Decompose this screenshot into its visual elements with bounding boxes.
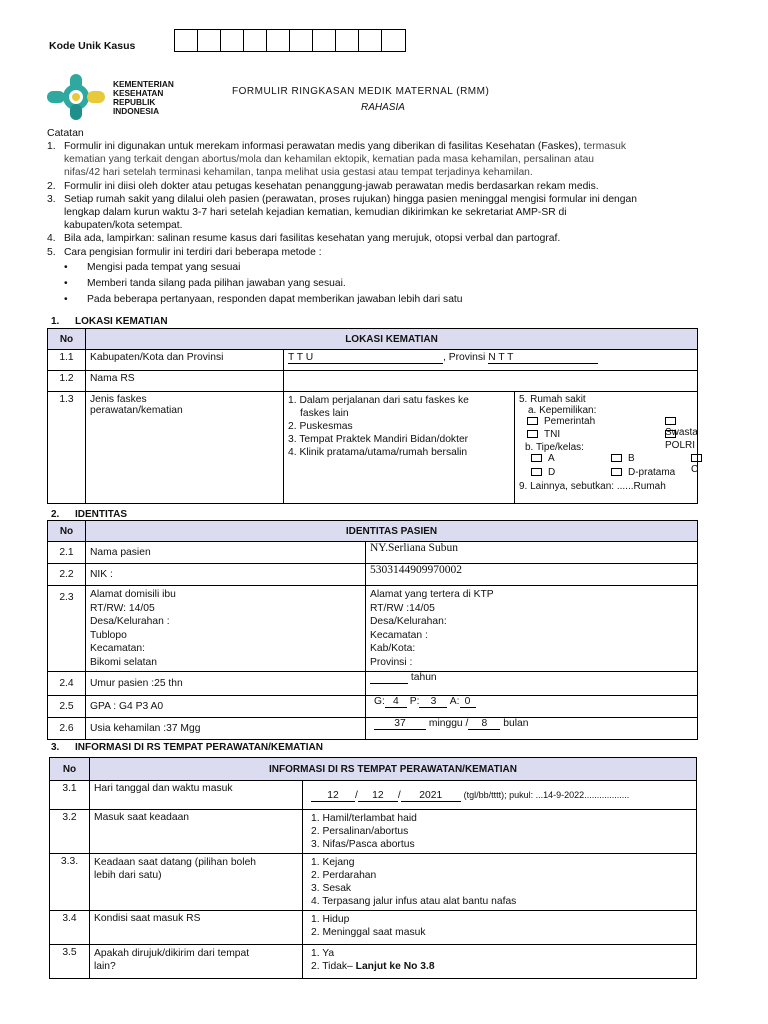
note-number: 3. bbox=[47, 194, 56, 205]
table-row bbox=[48, 696, 698, 718]
field-line: Desa/Kelurahan : bbox=[90, 616, 170, 627]
row-label bbox=[90, 854, 303, 911]
row-number: 2.1 bbox=[48, 542, 86, 564]
field-line: Kab/Kota: bbox=[370, 643, 416, 654]
table-row bbox=[50, 810, 697, 854]
kode-box[interactable] bbox=[290, 30, 313, 51]
note-number: 5. bbox=[47, 247, 56, 258]
option-meninggal[interactable]: 2. Meninggal saat masuk bbox=[311, 927, 426, 938]
row-number: 3.4 bbox=[50, 911, 90, 945]
note-text: Bila ada, lampirkan: salinan resume kasus dari fasilitas kesehatan yang merujuk, otopsi verbal dan partograf. bbox=[64, 233, 561, 244]
kepemilikan-label: a. Kepemilikan: bbox=[528, 405, 597, 416]
field-line: Alamat domisili ibu bbox=[90, 589, 176, 600]
g-label: G: bbox=[374, 696, 385, 707]
checkbox[interactable] bbox=[665, 417, 676, 425]
note-1 bbox=[47, 140, 727, 179]
alamat-domisili[interactable] bbox=[86, 586, 366, 672]
checkbox[interactable] bbox=[665, 430, 676, 438]
note-text: Cara pengisian formulir ini terdiri dari beberapa metode : bbox=[64, 247, 322, 258]
option-hidup[interactable]: 1. Hidup bbox=[311, 914, 350, 925]
checkbox[interactable] bbox=[611, 468, 622, 476]
field-line: Kecamatan : bbox=[370, 629, 428, 641]
section-2-heading bbox=[51, 509, 127, 520]
note-number: 4. bbox=[47, 233, 56, 244]
note-text: Formulir ini digunakan untuk merekam informasi perawatan medis yang diberikan di fasilitas Kesehatan (Faskes), bbox=[64, 141, 581, 152]
kode-box[interactable] bbox=[313, 30, 336, 51]
row-label: Kondisi saat masuk RS bbox=[90, 911, 303, 945]
bullet: • bbox=[64, 262, 68, 273]
row-number: 1.3 bbox=[48, 392, 86, 504]
row-number: 3.3. bbox=[50, 854, 90, 911]
skip-instruction: Lanjut ke No 3.8 bbox=[355, 961, 435, 972]
row-number: 3.5 bbox=[50, 945, 90, 979]
form-title: FORMULIR RINGKASAN MEDIK MATERNAL (RMM) bbox=[232, 86, 490, 97]
row-number: 2.5 bbox=[48, 696, 86, 718]
option-klinik[interactable]: 4. Klinik pratama/utama/rumah bersalin bbox=[288, 447, 468, 458]
option-label: C bbox=[691, 464, 699, 475]
label-line: perawatan/kematian bbox=[90, 405, 183, 416]
kode-unik-label: Kode Unik Kasus bbox=[49, 40, 136, 52]
field-line: Desa/Kelurahan: bbox=[370, 616, 447, 627]
rs-options bbox=[515, 392, 698, 504]
row-label: Masuk saat keadaan bbox=[90, 810, 303, 854]
col-no: No bbox=[48, 329, 86, 350]
alamat-ktp[interactable] bbox=[366, 586, 698, 672]
option-perdarahan[interactable]: 2. Perdarahan bbox=[311, 870, 377, 881]
checkbox[interactable] bbox=[691, 454, 702, 462]
section-title: IDENTITAS bbox=[75, 509, 128, 520]
section-title: INFORMASI DI RS TEMPAT PERAWATAN/KEMATIAN bbox=[75, 742, 323, 753]
nama-pasien-value[interactable]: NY.Serliana Subun bbox=[366, 542, 698, 564]
provinsi-value[interactable]: N T T bbox=[488, 352, 598, 364]
p-label: P: bbox=[409, 696, 420, 707]
table-row bbox=[48, 350, 698, 371]
checkbox[interactable] bbox=[611, 454, 622, 462]
row-label: Nama RS bbox=[86, 371, 284, 392]
option-faskes[interactable]: 1. Dalam perjalanan dari satu faskes ke bbox=[288, 395, 469, 406]
umur-field[interactable] bbox=[366, 672, 698, 696]
row-number: 2.3 bbox=[48, 586, 86, 672]
kode-box[interactable] bbox=[382, 30, 405, 51]
table-row bbox=[50, 854, 697, 911]
checkbox[interactable] bbox=[531, 468, 542, 476]
kode-box[interactable] bbox=[359, 30, 382, 51]
note-text: Setiap rumah sakit yang dilalui oleh pasien (perawatan, proses rujukan) hingga pasien meninggal mengisi formular ini dengan bbox=[64, 194, 637, 205]
a-value[interactable]: 0 bbox=[460, 696, 476, 708]
tahun-label: tahun bbox=[410, 672, 437, 683]
table-row bbox=[48, 718, 698, 740]
note-2 bbox=[47, 180, 737, 193]
note-5 bbox=[47, 246, 737, 259]
bullet: • bbox=[64, 294, 68, 305]
option-label: 2. Tidak– bbox=[311, 961, 356, 972]
field-line: Bikomi selatan bbox=[90, 656, 157, 668]
row-number: 2.6 bbox=[48, 718, 86, 740]
option-label: B bbox=[628, 453, 635, 464]
kemenkes-logo-icon bbox=[45, 72, 107, 122]
checkbox[interactable] bbox=[531, 454, 542, 462]
minggu-value[interactable]: 37 bbox=[374, 718, 426, 730]
kode-box[interactable] bbox=[244, 30, 267, 51]
note-text: nifas/42 hari setelah terminasi kehamilan, tanpa melihat usia gestasi atau tempat terjadinya kehamilan. bbox=[64, 167, 533, 178]
table-row bbox=[50, 945, 697, 979]
row-number: 3.2 bbox=[50, 810, 90, 854]
kode-box[interactable] bbox=[198, 30, 221, 51]
tipe-label: b. Tipe/kelas: bbox=[525, 442, 584, 453]
usia-kehamilan-field[interactable] bbox=[366, 718, 698, 740]
a-label: A: bbox=[449, 696, 460, 707]
row-number: 1.1 bbox=[48, 350, 86, 371]
note-text: termasuk bbox=[580, 141, 627, 152]
field-line: RT/RW :14/05 bbox=[370, 602, 435, 614]
row-label: GPA : G4 P3 A0 bbox=[86, 696, 366, 718]
note-3 bbox=[47, 193, 737, 232]
section-3-heading bbox=[51, 742, 323, 753]
logo-line: KESEHATAN bbox=[113, 88, 164, 98]
checkbox[interactable] bbox=[527, 430, 538, 438]
option-sesak[interactable]: 3. Sesak bbox=[311, 883, 352, 894]
option-lainnya[interactable]: 9. Lainnya, sebutkan: ......Rumah bbox=[519, 481, 666, 492]
table-row bbox=[48, 672, 698, 696]
note-text: kabupaten/kota setempat. bbox=[64, 220, 183, 231]
option-label: TNI bbox=[544, 429, 561, 440]
faskes-options bbox=[284, 392, 515, 504]
option-puskesmas[interactable]: 2. Puskesmas bbox=[288, 421, 353, 432]
logo-line: INDONESIA bbox=[113, 106, 160, 116]
form-subtitle: RAHASIA bbox=[361, 102, 405, 113]
row-label: Kabupaten/Kota dan Provinsi bbox=[86, 350, 284, 371]
note-bullets bbox=[64, 260, 724, 308]
option-label: D-pratama bbox=[628, 467, 676, 478]
table-row bbox=[48, 564, 698, 586]
field-line: RT/RW: 14/05 bbox=[90, 602, 155, 614]
provinsi-label: , Provinsi bbox=[443, 352, 486, 363]
section-number: 2. bbox=[51, 509, 60, 520]
kode-box[interactable] bbox=[267, 30, 290, 51]
tahun-value[interactable]: 2021 bbox=[401, 790, 461, 802]
pukul-text: (tgl/bb/tttt); pukul: ...14-9-2022.................. bbox=[463, 790, 630, 800]
label-line: lebih dari satu) bbox=[94, 870, 162, 881]
label-line: Keadaan saat datang (pilihan boleh bbox=[94, 857, 257, 868]
bulan-value[interactable]: 12 bbox=[358, 790, 398, 802]
table-lokasi bbox=[47, 328, 698, 504]
catatan-label: Catatan bbox=[47, 127, 84, 139]
row-label: Umur pasien :25 thn bbox=[86, 672, 366, 696]
option-label: POLRI bbox=[665, 440, 696, 451]
field-line: Provinsi : bbox=[370, 656, 413, 668]
note-4 bbox=[47, 232, 737, 245]
label-line: Apakah dirujuk/dikirim dari tempat bbox=[94, 948, 250, 959]
option-tidak[interactable] bbox=[311, 960, 692, 973]
col-no: No bbox=[50, 758, 90, 781]
kode-unik-boxes[interactable] bbox=[174, 29, 406, 52]
bulan-value[interactable]: 8 bbox=[468, 718, 500, 730]
option-persalinan[interactable]: 2. Persalinan/abortus bbox=[311, 826, 409, 837]
option-hamil[interactable]: 1. Hamil/terlambat haid bbox=[311, 813, 417, 824]
field-line: Kecamatan: bbox=[90, 643, 145, 654]
section-title: LOKASI KEMATIAN bbox=[75, 316, 168, 327]
row-label bbox=[90, 945, 303, 979]
table-row bbox=[48, 392, 698, 504]
tanggal-value[interactable]: 12 bbox=[311, 790, 355, 802]
col-title: INFORMASI DI RS TEMPAT PERAWATAN/KEMATIAN bbox=[90, 758, 697, 781]
row-label: NIK : bbox=[86, 564, 366, 586]
option-label: A bbox=[548, 453, 555, 464]
table-row bbox=[48, 542, 698, 564]
bulan-label: bulan bbox=[503, 718, 529, 729]
option-label: D bbox=[548, 467, 556, 478]
option-kejang[interactable]: 1. Kejang bbox=[311, 857, 355, 868]
row-label: Nama pasien bbox=[86, 542, 366, 564]
option-praktek[interactable]: 3. Tempat Praktek Mandiri Bidan/dokter bbox=[288, 434, 469, 445]
kode-box[interactable] bbox=[336, 30, 359, 51]
nik-value[interactable]: 5303144909970002 bbox=[366, 564, 698, 586]
kode-box[interactable] bbox=[175, 30, 198, 51]
g-value[interactable]: 4 bbox=[385, 696, 407, 708]
table-informasi-rs bbox=[49, 757, 697, 979]
option-label: Pemerintah bbox=[544, 416, 596, 427]
option-infus[interactable]: 4. Terpasang jalur infus atau alat bantu nafas bbox=[311, 896, 517, 907]
kode-box[interactable] bbox=[221, 30, 244, 51]
bullet: • bbox=[64, 278, 68, 289]
table-row bbox=[48, 586, 698, 672]
note-text: Pada beberapa pertanyaan, responden dapat memberikan jawaban lebih dari satu bbox=[87, 294, 463, 305]
section-1-heading bbox=[51, 316, 168, 327]
p-value[interactable]: 3 bbox=[419, 696, 447, 708]
option-nifas[interactable]: 3. Nifas/Pasca abortus bbox=[311, 839, 415, 850]
col-title: LOKASI KEMATIAN bbox=[86, 329, 698, 350]
row-number: 2.2 bbox=[48, 564, 86, 586]
kabupaten-value[interactable]: T T U bbox=[288, 352, 443, 364]
row-number: 2.4 bbox=[48, 672, 86, 696]
gpa-field[interactable] bbox=[366, 696, 698, 718]
row-label bbox=[86, 392, 284, 504]
rs-title: 5. Rumah sakit bbox=[519, 394, 586, 405]
option-faskes[interactable]: faskes lain bbox=[300, 408, 349, 419]
logo-line: KEMENTERIAN bbox=[113, 79, 174, 89]
note-text: Formulir ini diisi oleh dokter atau petugas kesehatan penanggung-jawab perawatan medis berdasarkan rekam medis. bbox=[64, 181, 599, 192]
logo-text bbox=[113, 80, 174, 116]
row-number: 1.2 bbox=[48, 371, 86, 392]
note-text: kematian yang terkait dengan abortus/mola dan kehamilan ektopik, kematian pada masa kehamilan, persalinan atau bbox=[64, 154, 595, 165]
label-line: lain? bbox=[94, 961, 116, 972]
note-text: lengkap dalam kurun waktu 3-7 hari setelah kejadian kematian, kemudian dikirimkan ke sekretariat AMP-SR di bbox=[64, 207, 567, 218]
checkbox[interactable] bbox=[527, 417, 538, 425]
field-line: Alamat yang tertera di KTP bbox=[370, 589, 494, 600]
row-number: 3.1 bbox=[50, 781, 90, 810]
table-identitas bbox=[47, 520, 698, 740]
note-number: 2. bbox=[47, 181, 56, 192]
tanggal-masuk-field[interactable]: 12 / 12 / 2021 (tgl/bb/tttt); pukul: ...14-9-2022.................. bbox=[303, 781, 697, 810]
option-label: Swasta bbox=[665, 427, 698, 438]
minggu-label: minggu / bbox=[428, 718, 469, 729]
option-ya[interactable]: 1. Ya bbox=[311, 948, 335, 959]
note-number: 1. bbox=[47, 141, 56, 152]
row-label: Hari tanggal dan waktu masuk bbox=[90, 781, 303, 810]
row-label: Usia kehamilan :37 Mgg bbox=[86, 718, 366, 740]
col-title: IDENTITAS PASIEN bbox=[86, 521, 698, 542]
table-row bbox=[50, 781, 697, 810]
table-row bbox=[48, 371, 698, 392]
col-no: No bbox=[48, 521, 86, 542]
note-text: Memberi tanda silang pada pilihan jawaban yang sesuai. bbox=[87, 278, 346, 289]
section-number: 1. bbox=[51, 316, 60, 327]
label-line: Jenis faskes bbox=[90, 394, 147, 405]
table-row bbox=[50, 911, 697, 945]
kab-prov-field[interactable] bbox=[284, 350, 698, 371]
section-number: 3. bbox=[51, 742, 60, 753]
field-line: Tublopo bbox=[90, 629, 127, 641]
logo-line: REPUBLIK bbox=[113, 97, 156, 107]
nama-rs-field[interactable] bbox=[284, 371, 698, 392]
note-text: Mengisi pada tempat yang sesuai bbox=[87, 262, 241, 273]
